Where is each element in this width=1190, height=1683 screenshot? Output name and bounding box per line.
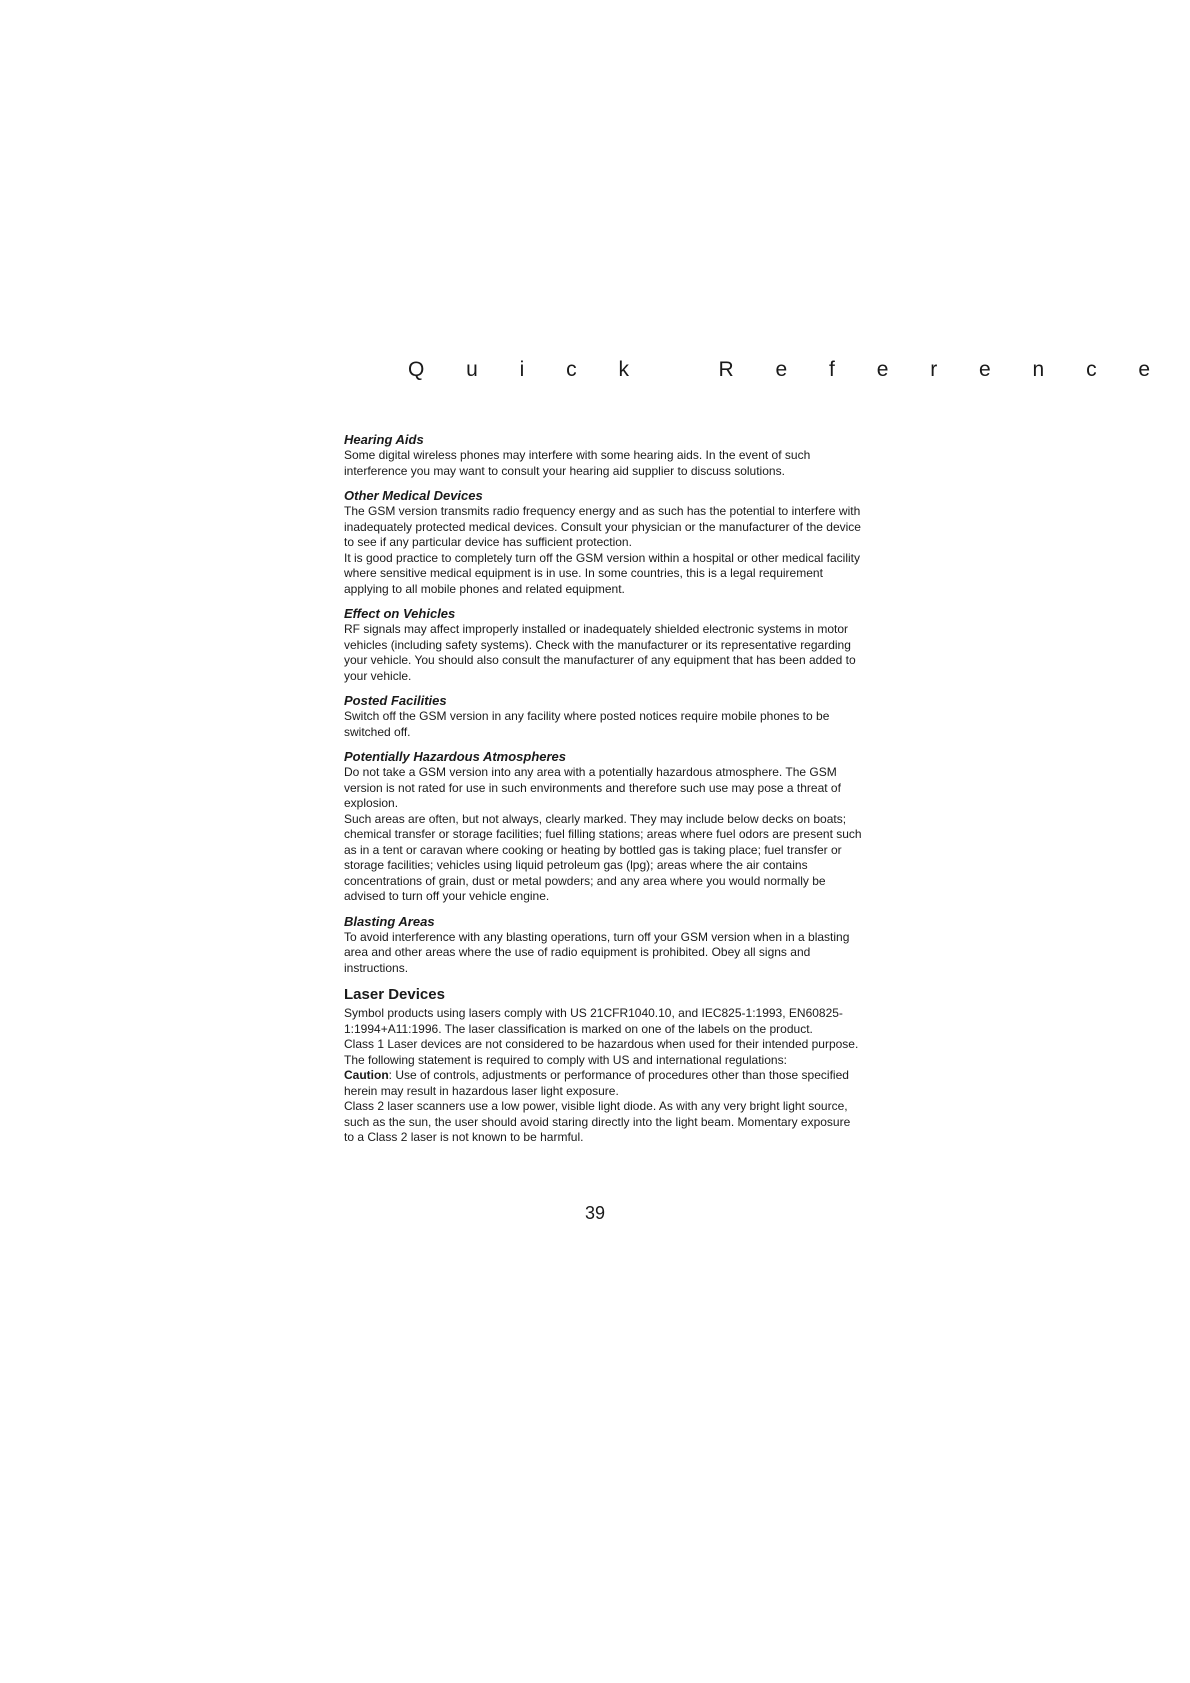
paragraph: Symbol products using lasers comply with US 21CFR1040.10, and IEC825-1:1993, EN60825-1:1994+A11:1996. The laser classification is marked on one of the labels on the product. bbox=[344, 1006, 843, 1036]
paragraph: Do not take a GSM version into any area with a potentially hazardous atmosphere. The GSM version is not rated for use in such environments and therefore such use may pose a threat of explosion. bbox=[344, 765, 841, 810]
section-hearing-aids bbox=[344, 432, 862, 479]
laser-devices-heading: Laser Devices bbox=[344, 986, 445, 1003]
section-effect-on-vehicles bbox=[344, 606, 862, 684]
page-content bbox=[344, 432, 862, 1155]
paragraph: Such areas are often, but not always, clearly marked. They may include below decks on boats; chemical transfer or storage facilities; fuel filling stations; areas where fuel odors are present such as in a tent or caravan where cooking or heating by bottled gas is taking place; fuel transfer or storage facilities; vehicles using liquid petroleum gas (lpg); areas where the air contains concentrations of grain, dust or metal powders; and any area where you would normally be advised to turn off your vehicle engine. bbox=[344, 811, 862, 903]
section-heading: Blasting Areas bbox=[344, 913, 435, 929]
section-heading: Effect on Vehicles bbox=[344, 606, 456, 621]
paragraph: Switch off the GSM version in any facility where posted notices require mobile phones to be switched off. bbox=[344, 709, 830, 739]
section-posted-facilities bbox=[344, 693, 862, 740]
section-laser-devices bbox=[344, 985, 862, 1146]
paragraph: The GSM version transmits radio frequency energy and as such has the potential to interfere with inadequately protected medical devices. Consult your physician or the manufacturer of the device to see if any particular device has sufficient protection. bbox=[344, 504, 861, 549]
section-heading: Posted Facilities bbox=[344, 693, 447, 708]
paragraph: Class 1 Laser devices are not considered to be hazardous when used for their intended purpose. The following statement is required to comply with US and international regulations: bbox=[344, 1037, 859, 1067]
paragraph: RF signals may affect improperly installed or inadequately shielded electronic systems in motor vehicles (including safety systems). Check with the manufacturer or its representative regarding your vehicle. You should also consult the manufacturer of any equipment that has been added to your vehicle. bbox=[344, 622, 856, 683]
section-heading: Other Medical Devices bbox=[344, 488, 483, 503]
section-other-medical-devices bbox=[344, 488, 862, 597]
page-header-title: Q u i c k R e f e r e n c e bbox=[408, 358, 1169, 381]
paragraph: Some digital wireless phones may interfere with some hearing aids. In the event of such interference you may want to consult your hearing aid supplier to discuss solutions. bbox=[344, 448, 811, 478]
paragraph: To avoid interference with any blasting operations, turn off your GSM version when in a blasting area and other areas where the use of radio equipment is prohibited. Obey all signs and instructions. bbox=[344, 929, 850, 975]
section-heading: Potentially Hazardous Atmospheres bbox=[344, 749, 567, 764]
caution-paragraph bbox=[344, 1068, 862, 1099]
section-heading: Hearing Aids bbox=[344, 432, 424, 447]
caution-text: : Use of controls, adjustments or performance of procedures other than those specified herein may result in hazardous laser light exposure. bbox=[344, 1068, 849, 1098]
paragraph: Class 2 laser scanners use a low power, visible light diode. As with any very bright light source, such as the sun, the user should avoid staring directly into the light beam. Momentary exposure to a Class 2 laser is not known to be harmful. bbox=[344, 1099, 851, 1144]
caution-label: Caution bbox=[344, 1068, 389, 1082]
paragraph: It is good practice to completely turn off the GSM version within a hospital or other medical facility where sensitive medical equipment is in use. In some countries, this is a legal requirement applying to all mobile phones and related equipment. bbox=[344, 550, 861, 596]
section-blasting-areas bbox=[344, 914, 862, 977]
page-number: 39 bbox=[584, 1203, 606, 1223]
section-hazardous-atmospheres bbox=[344, 749, 862, 905]
